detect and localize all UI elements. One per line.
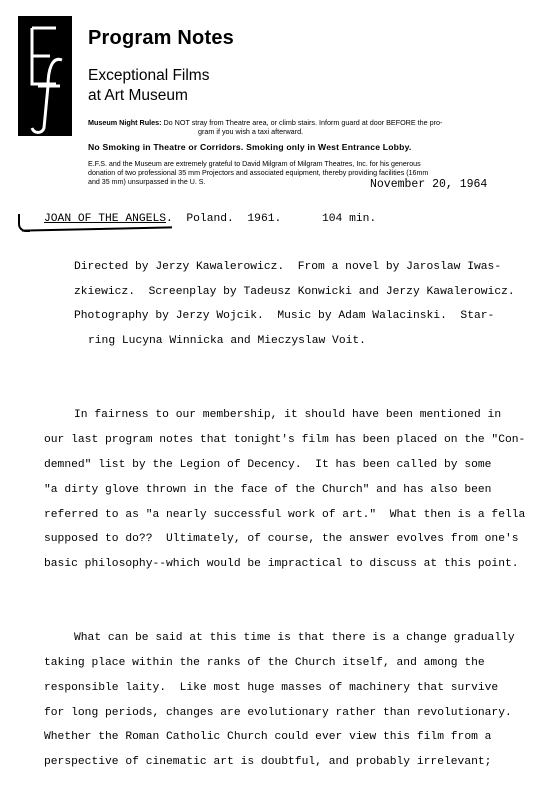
page-title: Program Notes <box>88 27 234 49</box>
paragraph-line: responsible laity. Like most huge masses of machinery that survive <box>44 681 499 694</box>
paragraph-line: demned" list by the Legion of Decency. It has been called by some <box>44 458 492 471</box>
paragraph-line: What can be said at this time is that there is a change gradually <box>74 632 515 645</box>
credits-line: zkiewicz. Screenplay by Tadeusz Konwicki and Jerzy Kawalerowicz. <box>74 285 515 298</box>
acknowledgement-line-1: E.F.S. and the Museum are extremely grateful to David Milgram of Milgram Theatres, Inc. for his generous <box>88 160 421 168</box>
rules-text-1: Do NOT stray from Theatre area, or climb stairs. Inform guard at door BEFORE the pro- <box>161 118 443 127</box>
paragraph-line: Whether the Roman Catholic Church could ever view this film from a <box>44 731 492 744</box>
acknowledgement-line-2: donation of two professional 35 mm Projectors and associated equipment, thereby providing facilities (16mm <box>88 169 429 177</box>
paragraph-line: In fairness to our membership, it should have been mentioned in <box>74 409 502 422</box>
paragraph-line: taking place within the ranks of the Church itself, and among the <box>44 657 485 669</box>
credits-line: Directed by Jerzy Kawalerowicz. From a novel by Jaroslaw Iwas- <box>74 260 502 273</box>
paragraph-line: "a dirty glove thrown in the face of the Church" and has also been <box>44 483 492 496</box>
series-subtitle <box>88 66 209 106</box>
paragraph-1 <box>44 397 525 583</box>
paragraph-line: basic philosophy--which would be impractical to discuss at this point. <box>44 558 519 571</box>
program-body <box>44 236 526 793</box>
paragraph-2 <box>44 620 525 781</box>
rules-text-2: gram if you wish a taxi afterward. <box>198 127 304 136</box>
subtitle-line-1: Exceptional Films <box>88 67 210 84</box>
paragraph-line: supposed to do?? Ultimately, of course, the answer evolves from one's <box>44 533 519 546</box>
rules-label: Museum Night Rules: <box>88 118 162 127</box>
paragraph-line: our last program notes that tonight's film has been placed on the "Con- <box>44 434 526 447</box>
ef-monogram-logo <box>18 16 72 136</box>
paragraph-line: for long periods, changes are evolutionary rather than revolutionary. <box>44 706 512 719</box>
credits <box>74 248 525 360</box>
title-underline <box>22 226 172 231</box>
film-heading <box>44 213 376 225</box>
subtitle-line-2: at Art Museum <box>88 87 188 104</box>
paragraph-line: referred to as "a nearly successful work of art." What then is a fella <box>44 508 526 521</box>
film-title: JOAN OF THE ANGELS <box>44 213 167 225</box>
film-details: . Poland. 1961. 104 min. <box>166 213 377 225</box>
program-date: November 20, 1964 <box>370 178 488 191</box>
acknowledgement-line-3: and 35 mm) unsurpassed in the U. S. <box>88 178 206 186</box>
museum-night-rules <box>88 118 513 136</box>
no-smoking-notice: No Smoking in Theatre or Corridors. Smoking only in West Entrance Lobby. <box>88 142 412 152</box>
credits-line: ring Lucyna Winnicka and Mieczyslaw Voit. <box>88 335 366 348</box>
credits-line: Photography by Jerzy Wojcik. Music by Adam Walacinski. Star- <box>74 310 495 323</box>
paragraph-line: perspective of cinematic art is doubtful, and probably irrelevant; <box>44 756 492 769</box>
